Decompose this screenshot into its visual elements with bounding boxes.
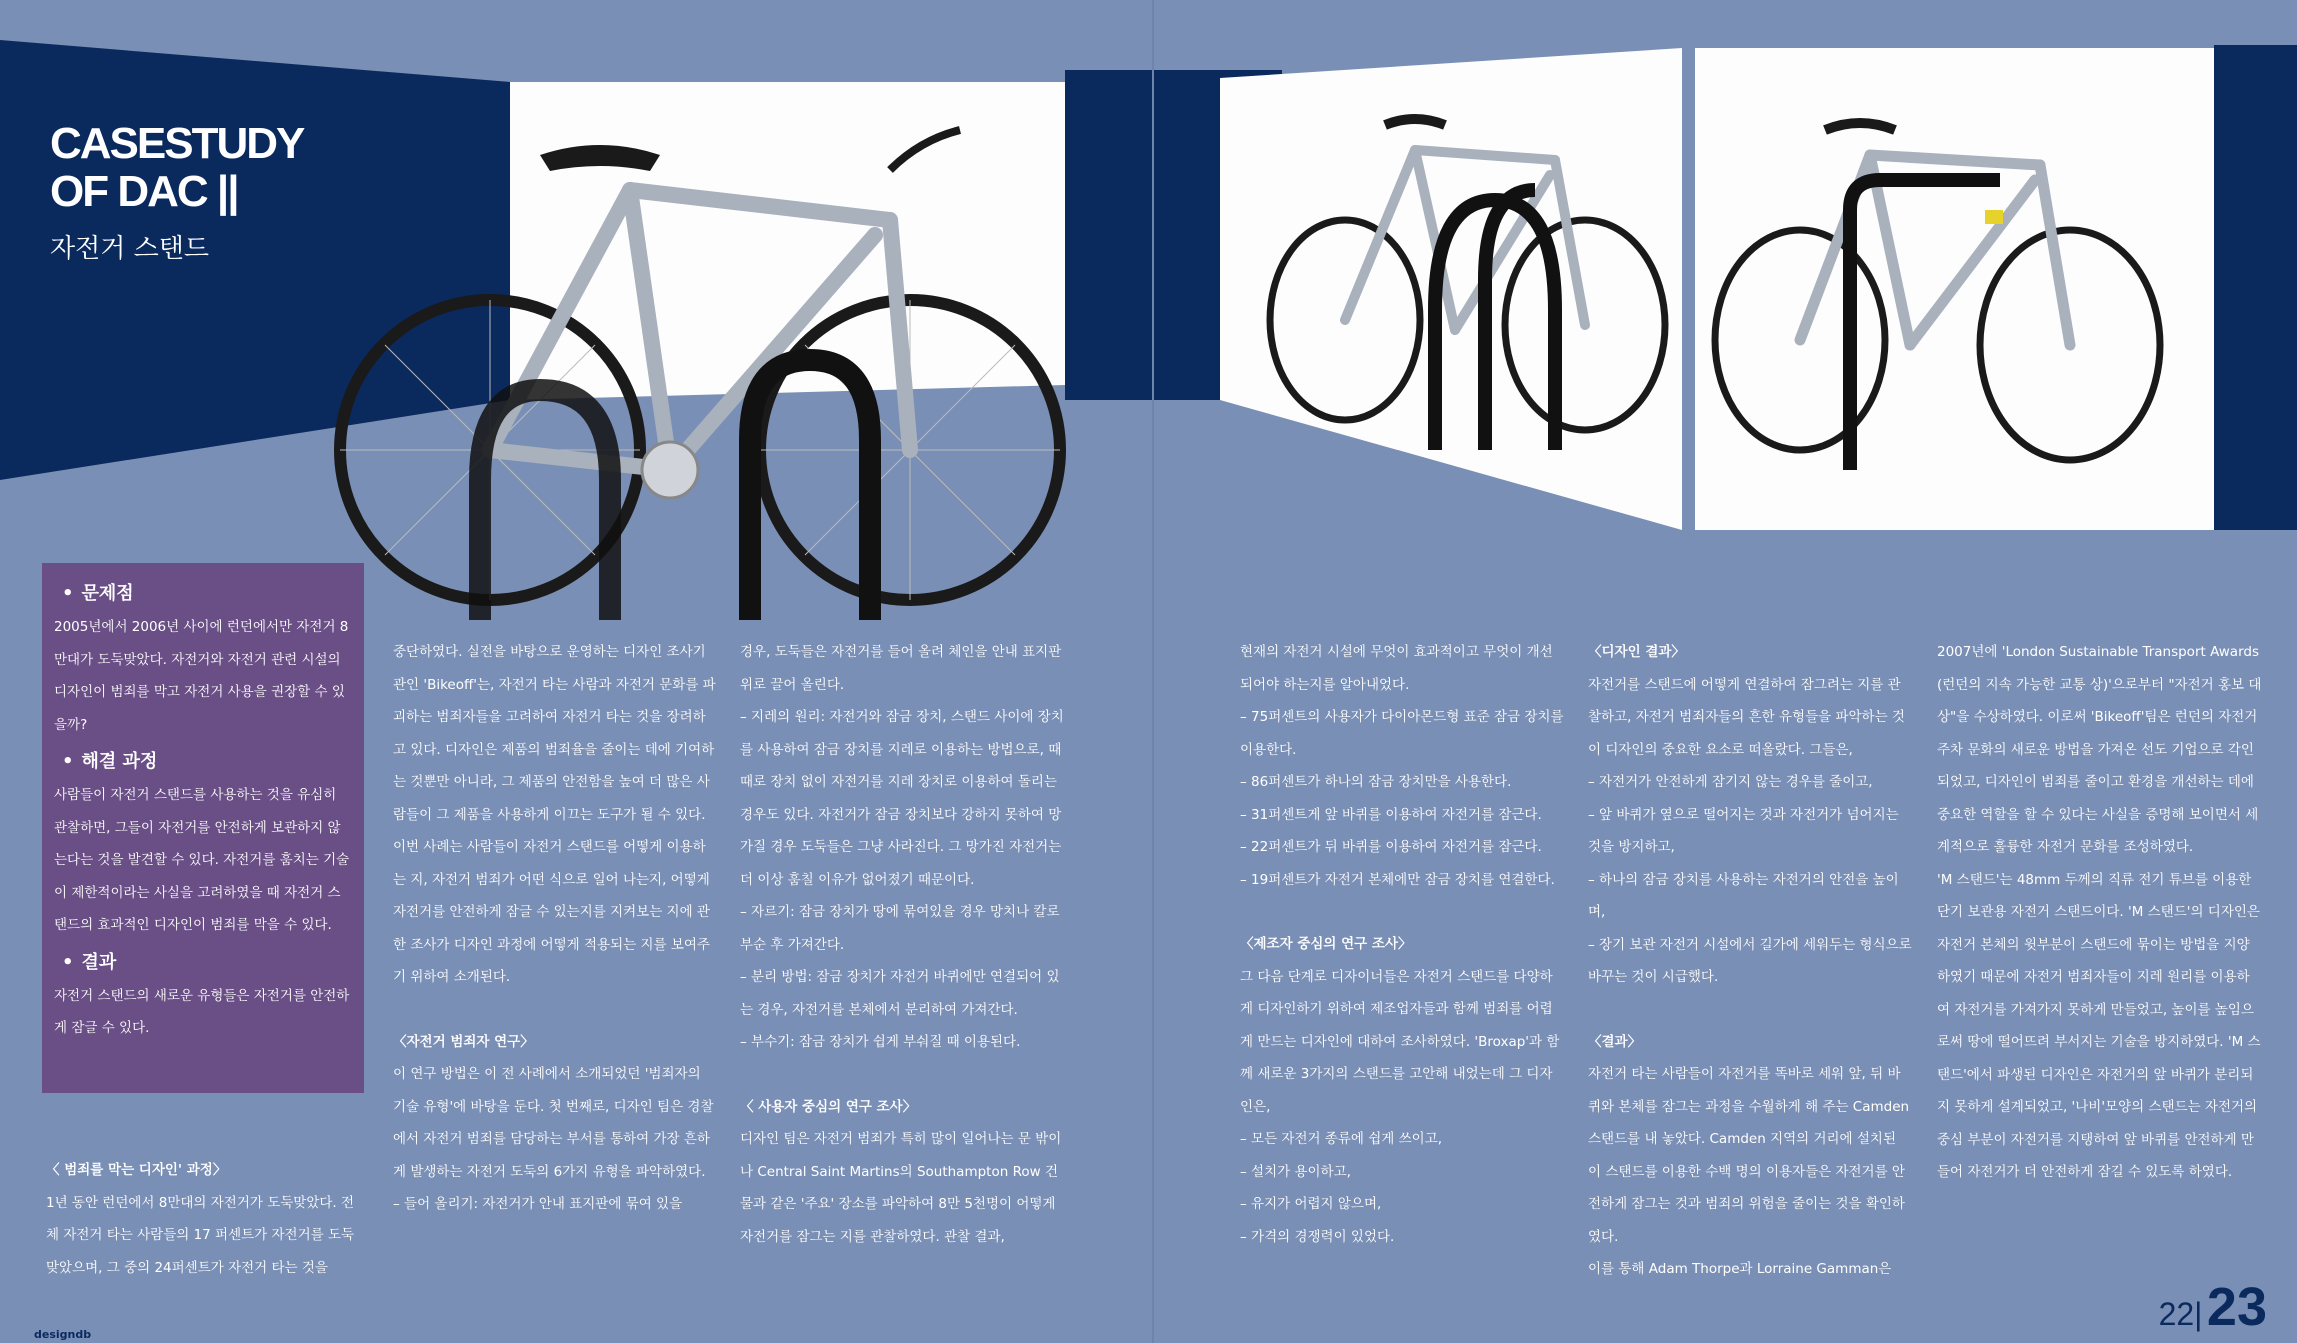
paragraph: – 자전거가 안전하게 잠기지 않는 경우를 줄이고, bbox=[1588, 774, 1873, 790]
bullet-icon: • bbox=[62, 951, 74, 973]
paragraph: – 하나의 잠금 장치를 사용하는 자전거의 안전을 높이며, bbox=[1588, 871, 1899, 920]
paragraph: – 설치가 용이하고, bbox=[1240, 1163, 1351, 1180]
paragraph-gap bbox=[393, 994, 717, 1026]
paragraph: 2007년에 'London Sustainable Transport Awards (런던의 지속 가능한 교통 상)'으로부터 "자전거 홍보 대상"을 수상하였다. 이로써 'Bikeoff'팀은 런던의 자전거 주차 문화의 새로운 방법을 가져온 선도 기업으로 각인되었고, 디자인이 범죄를 줄이고 환경을 개선하는 데에 중요한 역할을 할 수 있다는 사실을 증명해 보이면서 세계적으로 훌륭한 자전거 문화를 조성하였다. bbox=[1937, 644, 2262, 855]
page-number bbox=[2159, 1276, 2267, 1338]
page-number-right: 23 bbox=[2206, 1277, 2267, 1337]
bicycle-stand-photo-left bbox=[330, 100, 1130, 620]
summary-heading-result: • 결과 bbox=[62, 951, 117, 973]
paragraph: – 앞 바퀴가 옆으로 떨어지는 것과 자전거가 넘어지는 것을 방지하고, bbox=[1588, 806, 1899, 855]
paragraph: – 31퍼센트게 앞 바퀴를 이용하여 자전거를 잠근다. bbox=[1240, 806, 1542, 823]
paragraph: – 유지가 어렵지 않으며, bbox=[1240, 1196, 1382, 1212]
paragraph-gap bbox=[1240, 896, 1565, 928]
summary-heading-problem: • 문제점 bbox=[62, 583, 134, 604]
paragraph: 그 다음 단계로 디자이너들은 자전거 스탠드를 다양하게 디자인하기 위하여 제조업자들과 함께 범죄를 어렵게 만드는 디자인에 대하여 조사하였다. 'Broxap'과 함께 새로운 3가지의 스탠드를 고안해 내었는데 그 디자인은, bbox=[1240, 968, 1560, 1115]
paragraph: 자전거 타는 사람들이 자전거를 똑바로 세워 앞, 뒤 바퀴와 본체를 잠그는 과정을 수월하게 해 주는 Camden 스탠드를 내 놓았다. Camden 지역의 거리에 설치된 이 스탠드를 이용한 수백 명의 이용자들은 자전거를 안전하게 잠그는 것과 범죄의 위험을 줄이는 것을 확인하였다. bbox=[1588, 1066, 1910, 1245]
paragraph: 이를 통해 Adam Thorpe과 Lorraine Gamman은 bbox=[1588, 1261, 1892, 1277]
paragraph: 이 연구 방법은 이 전 사례에서 소개되었던 '범죄자의 기술 유형'에 바탕을 둔다. 첫 번째로, 디자인 팀은 경찰에서 자전거 범죄를 담당하는 부서를 통하여 가장 흔하게 발생하는 자전거 도둑의 6가지 유형을 파악하였다. bbox=[393, 1066, 714, 1180]
summary-box bbox=[42, 563, 364, 1093]
paragraph: – 자르기: 잠금 장치가 땅에 묶여있을 경우 망치나 칼로 부순 후 가져간다. bbox=[740, 904, 1060, 953]
bullet-icon: • bbox=[62, 583, 74, 604]
paragraph: – 분리 방법: 잠금 장치가 자전거 바퀴에만 연결되어 있는 경우, 자전거를 본체에서 분리하여 가져간다. bbox=[740, 969, 1060, 1018]
bullet-icon: • bbox=[62, 751, 74, 772]
section-heading: 〈디자인 결과〉 bbox=[1588, 644, 1685, 660]
paragraph: – 부수기: 잠금 장치가 쉽게 부숴질 때 이용된다. bbox=[740, 1034, 1021, 1050]
paragraph: – 장기 보관 자전거 시설에서 길가에 세워두는 형식으로 바꾸는 것이 시급했다. bbox=[1588, 936, 1912, 985]
brand-logo: designdb bbox=[34, 1328, 92, 1341]
paragraph: – 22퍼센트가 뒤 바퀴를 이용하여 자전거를 잠근다. bbox=[1240, 839, 1542, 855]
paragraph: – 모든 자전거 종류에 쉽게 쓰이고, bbox=[1240, 1131, 1443, 1147]
paragraph: 1년 동안 런던에서 8만대의 자전거가 도둑맞았다. 전체 자전거 타는 사람들의 17 퍼센트가 자전거를 도둑 맞았으며, 그 중의 24퍼센트가 자전거 타는 것을 bbox=[46, 1194, 355, 1276]
paragraph-gap bbox=[740, 1059, 1064, 1091]
text-column-1 bbox=[46, 1154, 366, 1284]
text-column-6 bbox=[1937, 636, 2262, 1189]
paragraph: 중단하였다. 실전을 바탕으로 운영하는 디자인 조사기관인 'Bikeoff'는, 자전거 타는 사람과 자전거 문화를 파괴하는 범죄자들을 고려하여 자전거 타는 것을 장려하고 있다. 디자인은 제품의 범죄율을 줄이는 데에 기여하는 것뿐만 아니라, 그 제품의 안전함을 높여 더 많은 사람들이 그 제품을 사용하게 이끄는 도구가 될 수 있다. 이번 사례는 사람들이 자전거 스탠드를 어떻게 이용하는 지, 자전거 범죄가 어떤 식으로 일어 나는지, 어떻게 자전거를 안전하게 잠글 수 있는지를 지켜보는 지에 관한 조사가 디자인 과정에 어떻게 적용되는 지를 보여주기 위하여 소개된다. bbox=[393, 644, 716, 985]
paragraph: – 86퍼센트가 하나의 잠금 장치만을 사용한다. bbox=[1240, 774, 1512, 790]
bicycle-stand-photo-right-1 bbox=[1255, 80, 1675, 460]
text-column-4 bbox=[1240, 636, 1565, 1253]
summary-heading-process: • 해결 과정 bbox=[62, 751, 158, 772]
section-heading: 〈 범죄를 막는 디자인' 과정〉 bbox=[46, 1162, 227, 1178]
text-column-2 bbox=[393, 636, 717, 1221]
section-heading: 〈제조자 중심의 연구 조사〉 bbox=[1240, 936, 1412, 952]
paragraph: 현재의 자전거 시설에 무엇이 효과적이고 무엇이 개선되어야 하는지를 알아내었다. bbox=[1240, 644, 1553, 693]
paragraph: 'M 스탠드'는 48mm 두께의 직류 전기 튜브를 이용한 단기 보관용 자전거 스탠드이다. 'M 스탠드'의 디자인은 자전거 본체의 윗부분이 스탠드에 묶이는 방법을 지양하였기 때문에 자전거 범죄자들이 지레 원리를 이용하여 자전거를 가져가지 못하게 만들었고, 높이를 높임으로써 땅에 떨어뜨려 부서지는 기술을 방지하였다. 'M 스탠드'에서 파생된 디자인은 자전거의 앞 바퀴가 분리되지 못하게 설계되었고, '나비'모양의 스탠드는 자전거의 중심 부분이 자전거를 지탱하여 앞 바퀴를 안전하게 만들어 자전거가 더 안전하게 잠길 수 있도록 하였다. bbox=[1937, 871, 2261, 1180]
page-number-separator: | bbox=[2194, 1296, 2203, 1332]
paragraph: – 75퍼센트의 사용자가 다이아몬드형 표준 잠금 장치를 이용한다. bbox=[1240, 709, 1564, 758]
paragraph: – 들어 올리기: 자전거가 안내 표지판에 묶여 있을 bbox=[393, 1196, 683, 1212]
paragraph-gap bbox=[1588, 994, 1913, 1026]
summary-text-process: 사람들이 자전거 스탠드를 사용하는 것을 유심히 관찰하면, 그들이 자전거를 안전하게 보관하지 않는다는 것을 발견할 수 있다. 자전거를 훔치는 기술이 제한적이라는 사실을 고려하였을 때 자전거 스탠드의 효과적인 디자인이 범죄를 막을 수 있다. bbox=[54, 787, 350, 933]
paragraph: 자전거를 스탠드에 어떻게 연결하여 잠그려는 지를 관찰하고, 자전거 범죄자들의 흔한 유형들을 파악하는 것이 디자인의 중요한 요소로 떠올랐다. 그들은, bbox=[1588, 676, 1905, 758]
section-heading: 〈결과〉 bbox=[1588, 1033, 1642, 1050]
page-title: CASESTUDY OF DAC || bbox=[50, 119, 304, 216]
page-gutter bbox=[1152, 0, 1154, 1343]
section-heading: 〈 사용자 중심의 연구 조사〉 bbox=[740, 1098, 917, 1115]
paragraph: – 지레의 원리: 자전거와 잠금 장치, 스탠드 사이에 장치를 사용하여 잠금 장치를 지레로 이용하는 방법으로, 때때로 장치 없이 자전거를 지레 장치로 이용하여 돌리는 경우도 있다. 자전거가 잠금 장치보다 강하지 못하여 망가질 경우 도둑들은 그냥 사라진다. 그 망가진 자전거는 더 이상 훔칠 이유가 없어졌기 때문이다. bbox=[740, 709, 1064, 888]
page-number-left: 22 bbox=[2158, 1296, 2195, 1332]
paragraph: 디자인 팀은 자전거 범죄가 특히 많이 일어나는 문 밖이나 Central Saint Martins의 Southampton Row 건물과 같은 '주요' 장소를 파악하여 8만 5천명이 어떻게 자전거를 잠그는 지를 관찰하였다. 관찰 결과, bbox=[740, 1131, 1062, 1245]
title-block bbox=[50, 120, 303, 265]
summary-text-problem: 2005년에서 2006년 사이에 런던에서만 자전거 8만대가 도둑맞았다. 자전거와 자전거 관련 시설의 디자인이 범죄를 막고 자전거 사용을 권장할 수 있을까? bbox=[54, 619, 349, 733]
text-column-3 bbox=[740, 636, 1064, 1253]
paragraph: 경우, 도둑들은 자전거를 들어 올려 체인을 안내 표지판 위로 끌어 올린다. bbox=[740, 644, 1062, 693]
text-column-5 bbox=[1588, 636, 1913, 1286]
bicycle-stand-photo-right-2 bbox=[1700, 80, 2180, 480]
page-subtitle: 자전거 스탠드 bbox=[50, 234, 209, 264]
section-heading: 〈자전거 범죄자 연구〉 bbox=[393, 1033, 534, 1050]
paragraph: – 가격의 경쟁력이 있었다. bbox=[1240, 1228, 1395, 1245]
paragraph: – 19퍼센트가 자전거 본체에만 잠금 장치를 연결한다. bbox=[1240, 871, 1555, 888]
summary-text-result: 자전거 스탠드의 새로운 유형들은 자전거를 안전하게 잠글 수 있다. bbox=[54, 987, 350, 1036]
